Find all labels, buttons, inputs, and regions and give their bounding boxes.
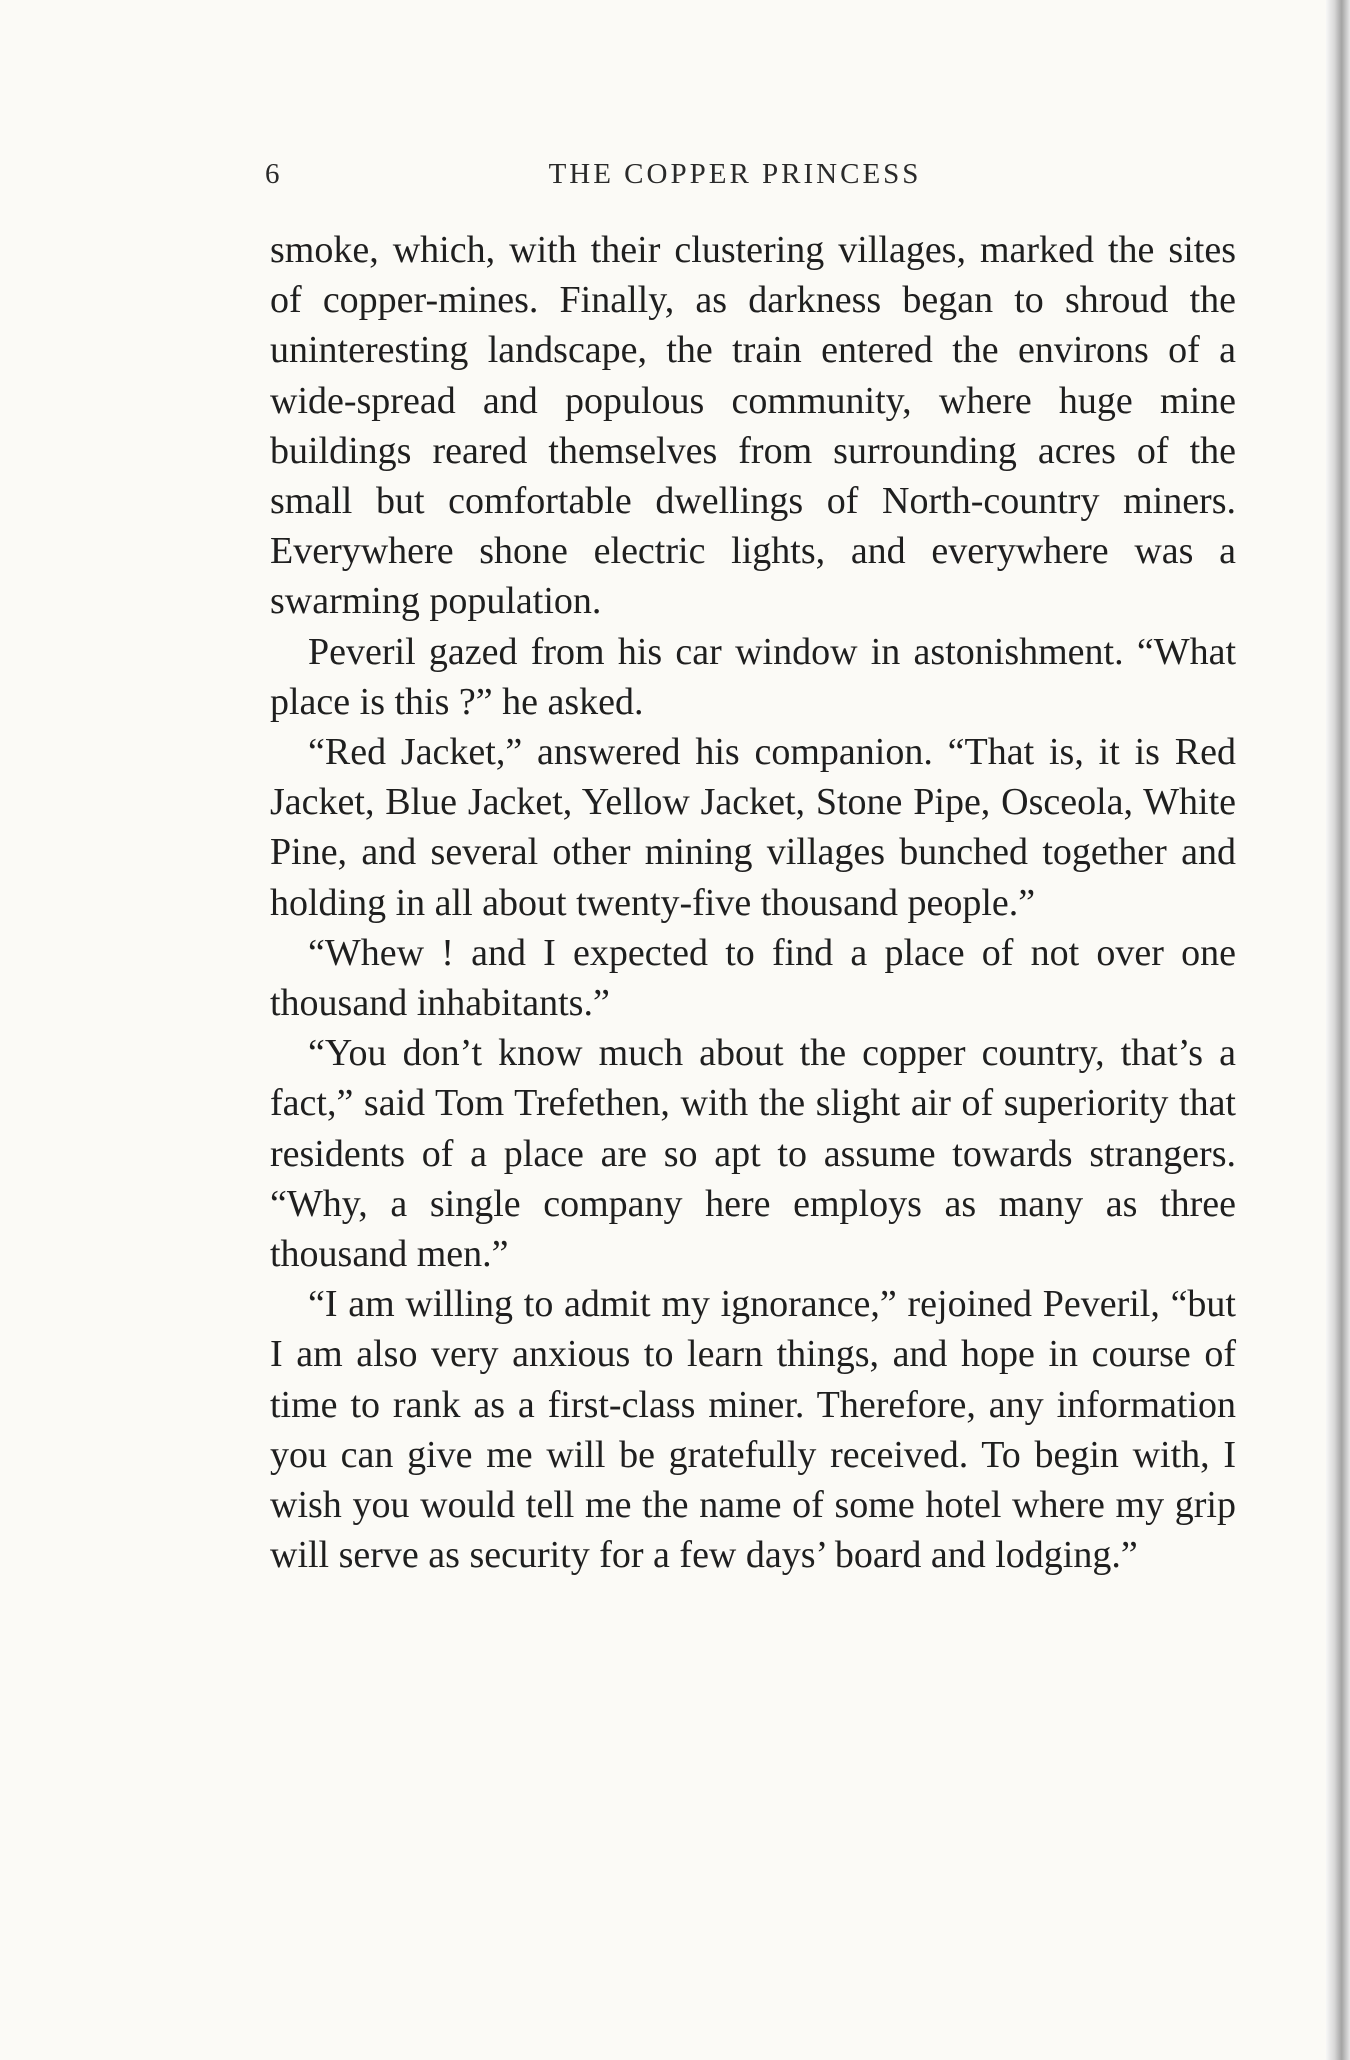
running-title: THE COPPER PRINCESS: [548, 158, 922, 190]
page-number: 6: [265, 158, 282, 190]
page-header: [265, 158, 1205, 198]
page-edge-shadow: [1326, 0, 1350, 2060]
paragraph: “Whew ! and I expected to find a place of not over one thousand inhabitants.”: [270, 931, 1236, 1025]
paragraph: “I am willing to admit my ignorance,” rejoined Peveril, “but I am also very anxious to learn things, and hope in course of time to rank as a first-class miner. Therefore, any information you can give me will be gratefully received. To begin with, I wish you would tell me the name of some hotel where my grip will serve as security for a few days’ board and lodging.”: [270, 1283, 1236, 1577]
paragraph: Peveril gazed from his car window in astonishment. “What place is this ?” he asked.: [270, 630, 1236, 723]
paragraph: “You don’t know much about the copper country, that’s a fact,” said Tom Trefethen, with the slight air of superiority that residents of a place are so apt to assume towards strangers. “Why, a single company here employs as many as three thousand men.”: [270, 1032, 1236, 1276]
body-text: [270, 225, 1236, 1580]
paragraph: smoke, which, with their clustering villages, marked the sites of copper-mines. Finally, as darkness began to shroud the uninteresting landscape, the train entered the environs of a wide-spread and populous community, where huge mine buildings reared themselves from surrounding acres of the small but comfortable dwellings of North-country miners. Everywhere shone electric lights, and everywhere was a swarming population.: [270, 229, 1236, 623]
paragraph: “Red Jacket,” answered his companion. “That is, it is Red Jacket, Blue Jacket, Yellow Jacket, Stone Pipe, Osceola, White Pine, and several other mining villages bunched together and holding in all about twenty-five thousand people.”: [270, 731, 1236, 924]
